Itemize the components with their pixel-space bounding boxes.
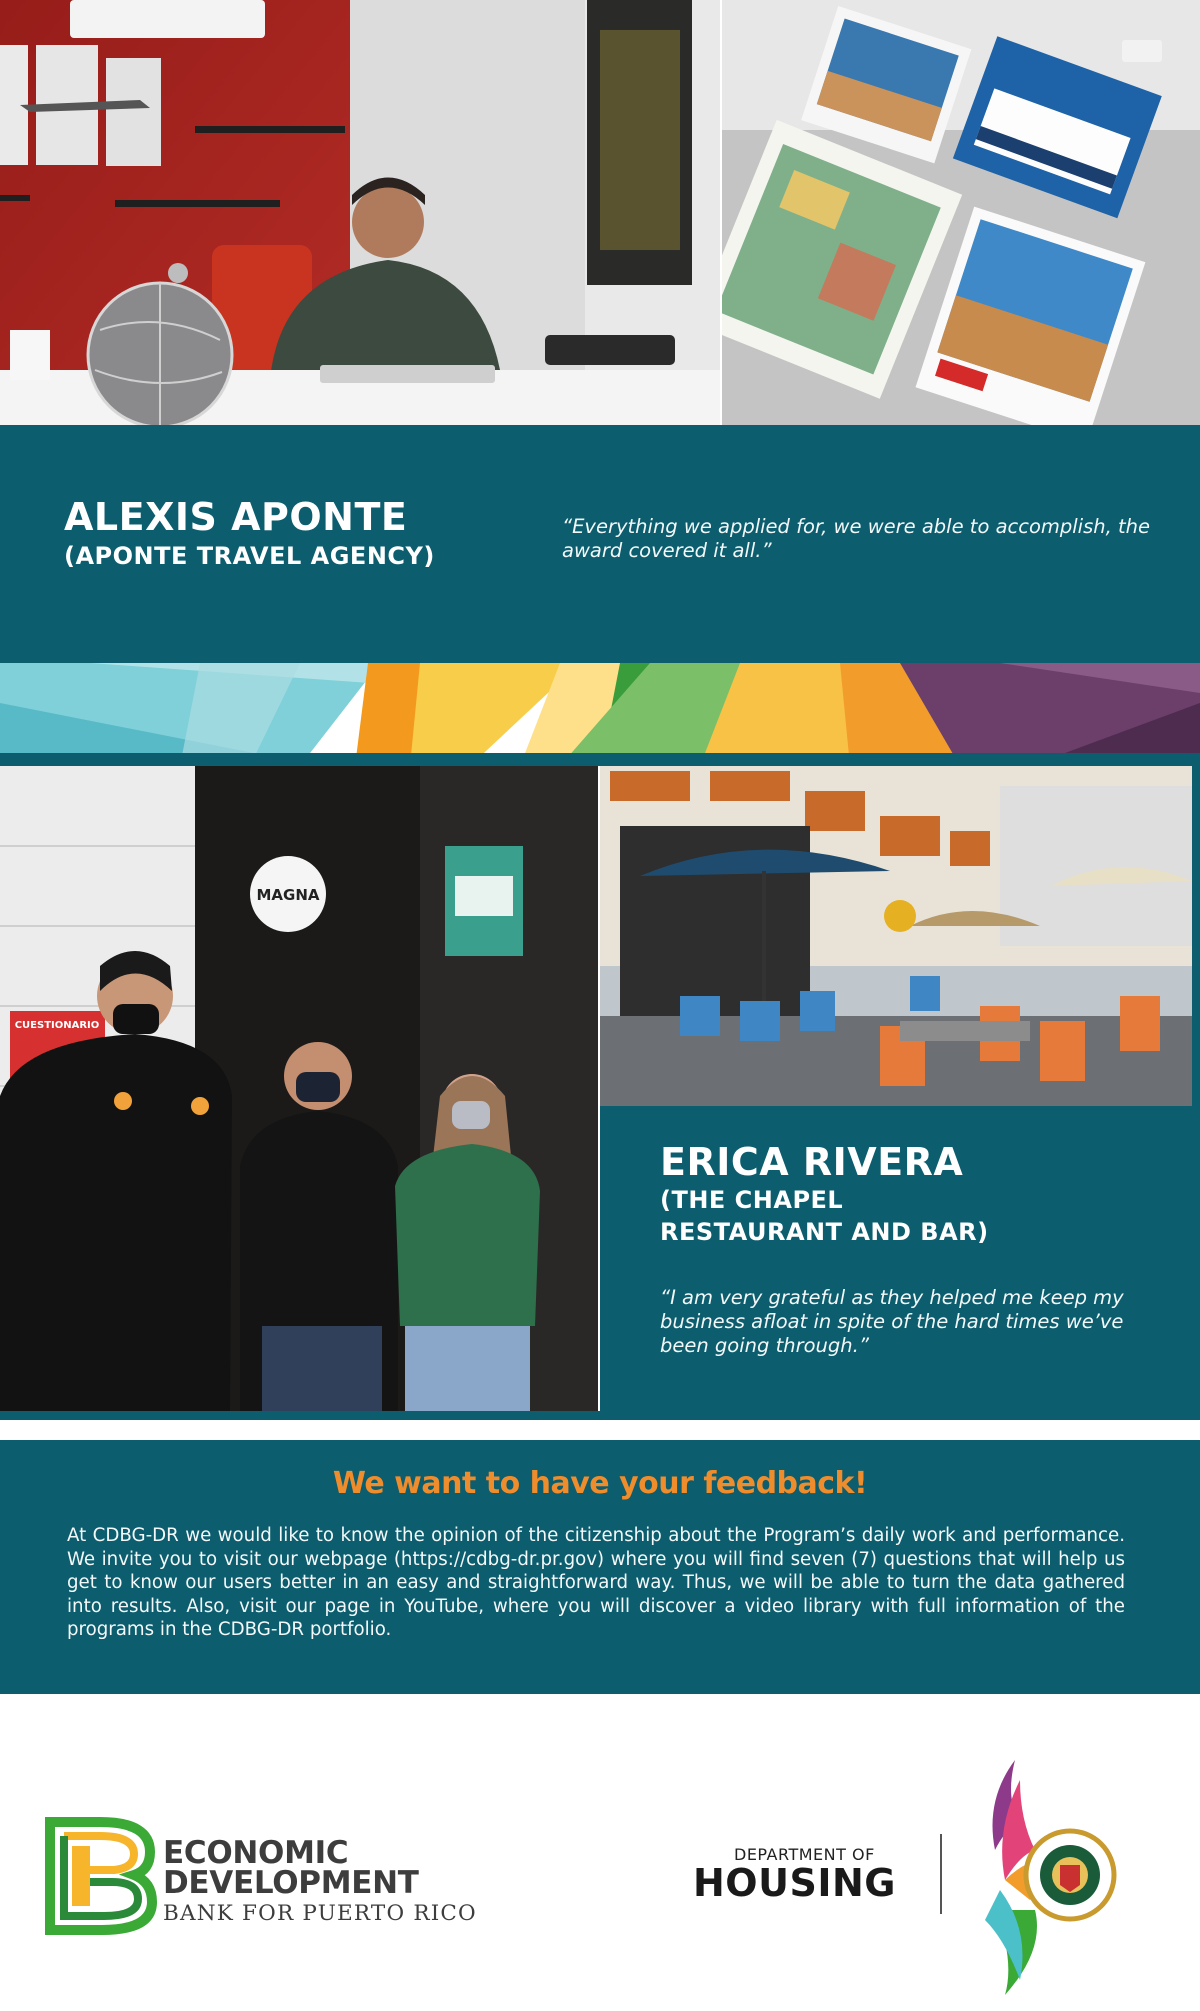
edb-logo-icon (42, 1814, 157, 1936)
feedback-body: At CDBG-DR we would like to know the opinion of the citizenship about the Program’s daily work and performance. We invite you to visit our webpage (https://cdbg-dr.pr.gov) where you will find seven (7) questions that will help us get to know our users better in an easy and straightforward way. Thus, we will be able to turn the data gathered into results. Also, visit our page in YouTube, where you will discover a video library with full information of the programs in the CDBG-DR portfolio. (67, 1525, 1125, 1640)
restaurant-street-photo (600, 766, 1192, 1106)
aponte-story-band (0, 425, 1200, 663)
doh-label-small: DEPARTMENT OF (734, 1845, 875, 1864)
rivera-company-line1: (THE CHAPEL (660, 1186, 844, 1214)
geometric-divider (0, 663, 1200, 766)
government-seal-icon (975, 1760, 1125, 1995)
rivera-name: ERICA RIVERA (660, 1140, 964, 1184)
aponte-quote: “Everything we applied for, we were able to accomplish, the award covered it all.” (562, 515, 1151, 562)
cuestionario-sign: CUESTIONARIO (14, 1020, 100, 1031)
brochures-photo (722, 0, 1200, 425)
doh-label-big: HOUSING (693, 1861, 896, 1905)
teal-edge-stripe (1192, 766, 1200, 1420)
logo-divider (940, 1834, 942, 1914)
feedback-section (0, 1440, 1200, 1694)
edb-name-line2: DEVELOPMENT (163, 1865, 419, 1901)
aponte-company: (APONTE TRAVEL AGENCY) (64, 542, 435, 570)
edb-name-line3: BANK FOR PUERTO RICO (163, 1901, 477, 1926)
teal-bottom-stripe (0, 1411, 600, 1420)
restaurant-owners-photo (0, 766, 598, 1411)
rivera-quote: “I am very grateful as they helped me keep my business afloat in spite of the hard times we’ve been going through.” (660, 1286, 1124, 1357)
edb-name-line1: ECONOMIC (163, 1835, 349, 1871)
magna-sign: MAGNA (256, 886, 320, 904)
feedback-title: We want to have your feedback! (332, 1466, 868, 1501)
aponte-name: ALEXIS APONTE (64, 495, 408, 539)
office-photo (0, 0, 720, 425)
rivera-company-line2: RESTAURANT AND BAR) (660, 1218, 989, 1246)
rivera-story-band (600, 1106, 1192, 1420)
footer-logos (0, 1694, 1200, 2011)
